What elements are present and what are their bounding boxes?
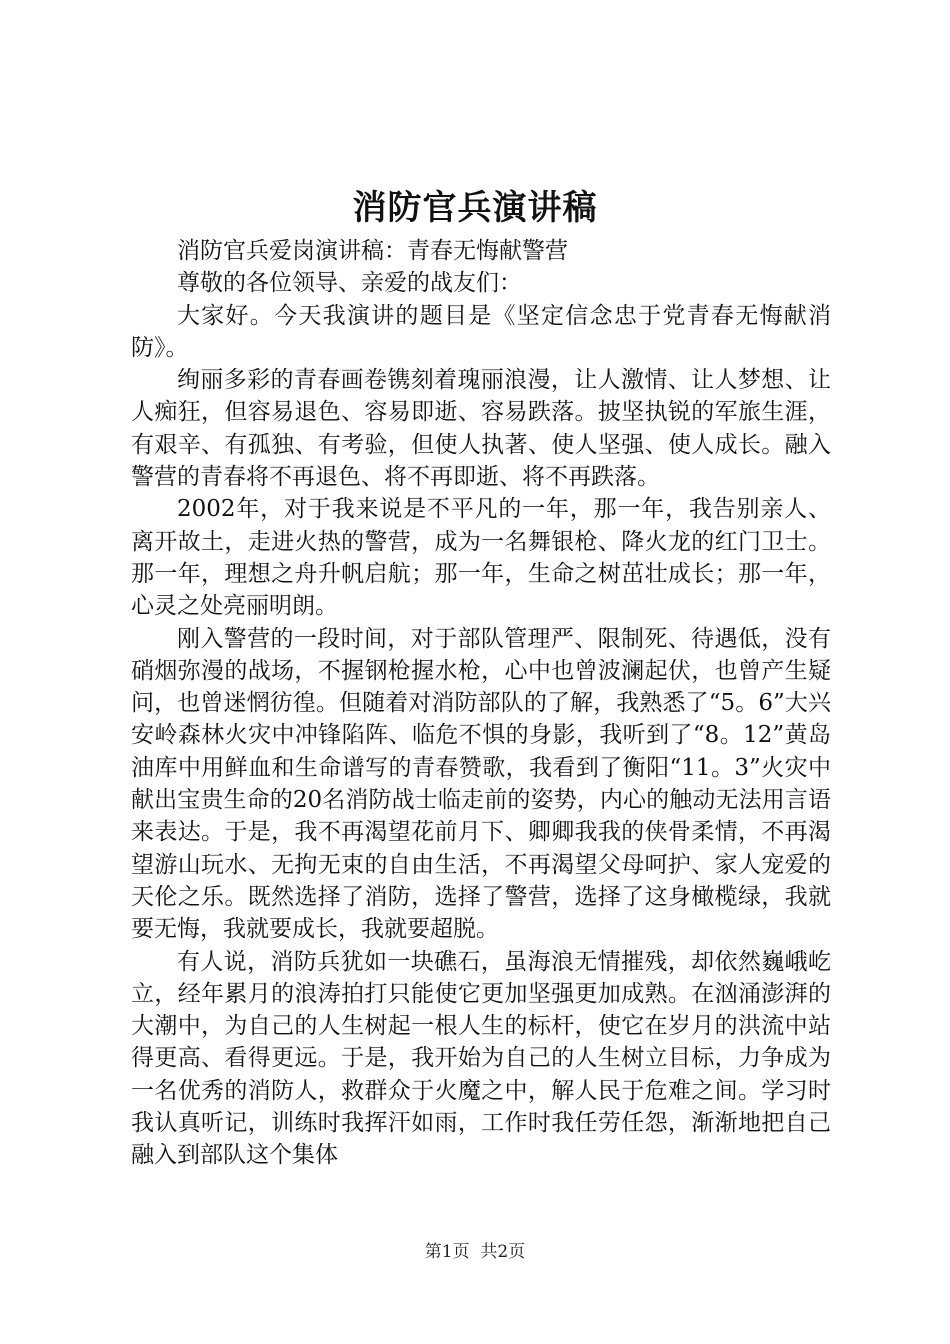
body-paragraph: 2002年，对于我来说是不平凡的一年，那一年，我告别亲人、离开故土，走进火热的警营，成为一名舞银枪、降火龙的红门卫士。那一年，理想之舟升帆启航；那一年，生命之树茁壮成长；那一年，心灵之处亮丽明朗。: [131, 496, 831, 620]
body-paragraph: 刚入警营的一段时间，对于部队管理严、限制死、待遇低，没有硝烟弥漫的战场，不握钢枪握水枪，心中也曾波澜起伏，也曾产生疑问，也曾迷惘彷徨。但随着对消防部队的了解，我熟悉了“5。6”大兴安岭森林火灾中冲锋陷阵、临危不惧的身影，我听到了“8。12”黄岛油库中用鲜血和生命谱写的青春赞歌，我看到了衡阳“11。3”火灾中献出宝贵生命的20名消防战士临走前的姿势，内心的触动无法用言语来表达。于是，我不再渴望花前月下、卿卿我我的侠骨柔情，不再渴望游山玩水、无拘无束的自由生活，不再渴望父母呵护、家人宠爱的天伦之乐。既然选择了消防，选择了警营，选择了这身橄榄绿，我就要无悔，我就要成长，我就要超脱。: [131, 625, 831, 943]
body-paragraph: 有人说，消防兵犹如一块礁石，虽海浪无情摧残，却依然巍峨屹立，经年累月的浪涛拍打只能使它更加坚强更加成熟。在汹涌澎湃的大潮中，为自己的人生树起一根人生的标杆，使它在岁月的洪流中站得更高、看得更远。于是，我开始为自己的人生树立目标，力争成为一名优秀的消防人，救群众于火魔之中，解人民于危难之间。学习时我认真听记，训练时我挥汗如雨，工作时我任劳任怨，渐渐地把自己融入到部队这个集体: [131, 948, 831, 1169]
body-paragraph: 绚丽多彩的青春画卷镌刻着瑰丽浪漫，让人激情、让人梦想、让人痴狂，但容易退色、容易即逝、容易跌落。披坚执锐的军旅生涯，有艰辛、有孤独、有考验，但使人执著、使人坚强、使人成长。融入警营的青春将不再退色、将不再即逝、将不再跌落。: [131, 367, 831, 491]
page-total: 共2页: [480, 1242, 526, 1262]
document-body: [131, 235, 831, 1172]
body-paragraph: 大家好。今天我演讲的题目是《坚定信念忠于党青春无悔献消防》。: [131, 302, 831, 361]
page-title: 消防官兵演讲稿: [352, 188, 598, 228]
page-footer: [0, 1240, 950, 1264]
subtitle-paragraph: 消防官兵爱岗演讲稿：青春无悔献警营: [177, 238, 568, 264]
footer-spacer: [470, 1242, 481, 1262]
salutation-paragraph: 尊敬的各位领导、亲爱的战友们：: [177, 270, 522, 297]
page-number: 第1页: [424, 1242, 470, 1262]
